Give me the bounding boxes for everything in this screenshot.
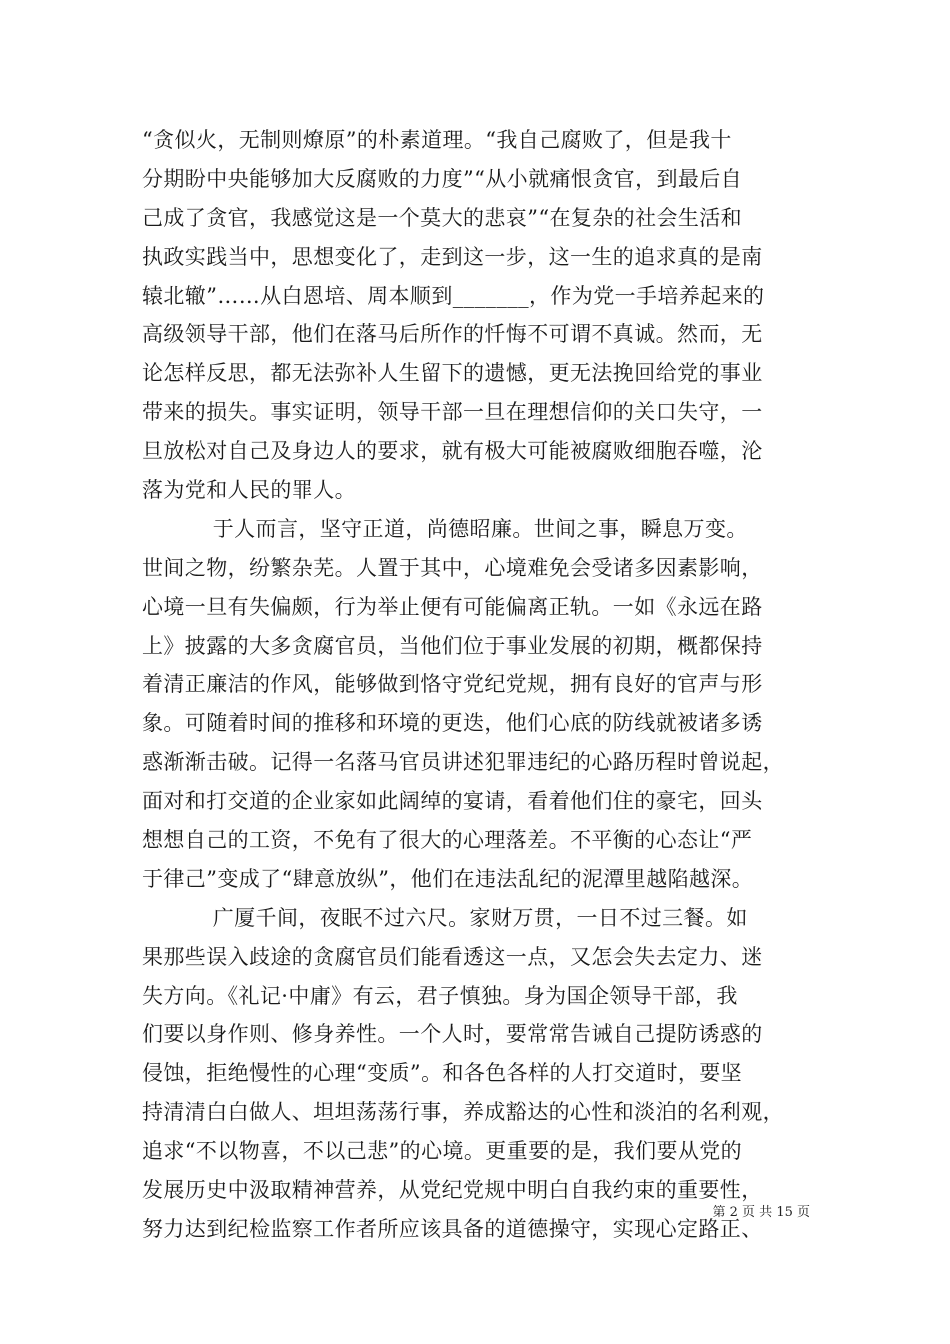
text-line: 象。可随着时间的推移和环境的更迭，他们心底的防线就被诸多诱 — [142, 711, 763, 736]
body-text — [142, 121, 810, 1249]
text-line: 高级领导干部，他们在落马后所作的忏悔不可谓不真诚。然而，无 — [142, 322, 763, 347]
text-line: 落为党和人民的罪人。 — [142, 478, 356, 503]
text-line: 于人而言，坚守正道，尚德昭廉。世间之事，瞬息万变。 — [142, 516, 748, 541]
text-line: 追求“不以物喜，不以己悲”的心境。更重要的是，我们要从党的 — [142, 1139, 743, 1164]
text-line: 努力达到纪检监察工作者所应该具备的道德操守，实现心定路正、 — [142, 1216, 763, 1241]
text-line: 己成了贪官，我感觉这是一个莫大的悲哀”“在复杂的社会生活和 — [142, 205, 743, 230]
text-line: 旦放松对自己及身边人的要求，就有极大可能被腐败细胞吞噬，沦 — [142, 439, 763, 464]
text-line: 持清清白白做人、坦坦荡荡行事，养成豁达的心性和淡泊的名利观， — [142, 1100, 784, 1125]
text-line: 执政实践当中，思想变化了，走到这一步，这一生的追求真的是南 — [142, 244, 763, 269]
text-line: 心境一旦有失偏颇，行为举止便有可能偏离正轨。一如《永远在路 — [142, 594, 763, 619]
text-line: 面对和打交道的企业家如此阔绰的宴请，看着他们住的豪宅，回头 — [142, 789, 763, 814]
text-line: 想想自己的工资，不免有了很大的心理落差。不平衡的心态让“严 — [142, 828, 753, 853]
text-line: 上》披露的大多贪腐官员，当他们位于事业发展的初期，概都保持 — [142, 633, 763, 658]
text-line: 惑渐渐击破。记得一名落马官员讲述犯罪违纪的心路历程时曾说起， — [142, 750, 784, 775]
text-line: 于律己”变成了“肆意放纵”，他们在违法乱纪的泥潭里越陷越深。 — [142, 866, 754, 891]
text-line: 们要以身作则、修身养性。一个人时，要常常告诫自己提防诱惑的 — [142, 1022, 763, 1047]
text-line: 发展历史中汲取精神营养，从党纪党规中明白自我约束的重要性， — [142, 1178, 763, 1203]
text-line: “贪似火，无制则燎原”的朴素道理。“我自己腐败了，但是我十 — [142, 128, 732, 152]
text-line: 世间之物，纷繁杂芜。人置于其中，心境难免会受诸多因素影响， — [142, 555, 763, 580]
text-line: 带来的损失。事实证明，领导干部一旦在理想信仰的关口失守，一 — [142, 400, 763, 425]
text-line: 辕北辙”……从白恩培、周本顺到_______，作为党一手培养起来的 — [142, 283, 765, 308]
text-line: 着清正廉洁的作风，能够做到恪守党纪党规，拥有良好的官声与形 — [142, 672, 763, 697]
text-line: 失方向。《礼记·中庸》有云，君子慎独。身为国企领导干部，我 — [142, 983, 738, 1008]
text-line: 广厦千间，夜眠不过六尺。家财万贯，一日不过三餐。如 — [142, 905, 748, 930]
page-number-footer: 第 2 页 共 15 页 — [712, 1205, 810, 1220]
text-line: 侵蚀，拒绝慢性的心理“变质”。和各色各样的人打交道时，要坚 — [142, 1061, 743, 1086]
text-line: 论怎样反思，都无法弥补人生留下的遗憾，更无法挽回给党的事业 — [142, 361, 763, 386]
text-line: 果那些误入歧途的贪腐官员们能看透这一点，又怎会失去定力、迷 — [142, 944, 763, 969]
text-line: 分期盼中央能够加大反腐败的力度”“从小就痛恨贪官，到最后自 — [142, 166, 743, 191]
